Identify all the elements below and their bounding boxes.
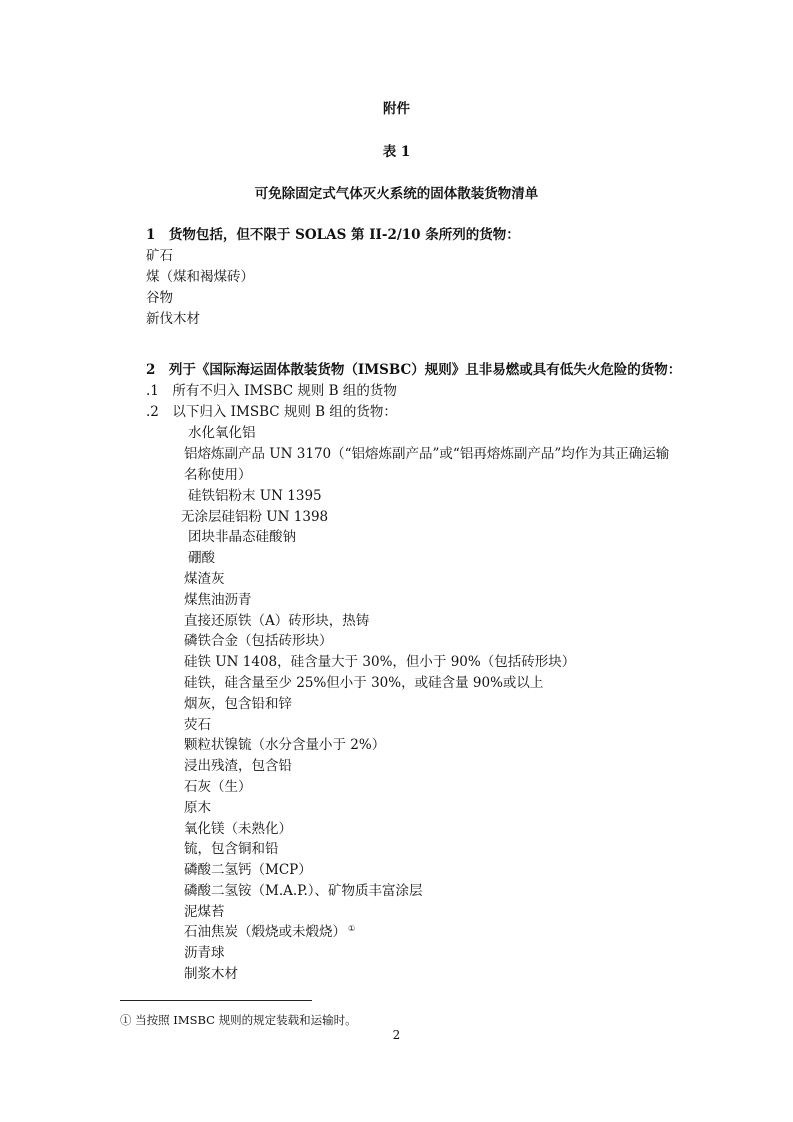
section-1-item: 新伐木材 [146,311,200,327]
section-2-sub-2: .2 以下归入 IMSBC 规则 B 组的货物： [146,404,397,420]
section-1-heading: 1 货物包括，但不限于 SOLAS 第 II-2/10 条所列的货物： [146,227,520,243]
footnote-text: ① 当按照 IMSBC 规则的规定装载和运输时。 [120,1013,357,1027]
cargo-item: 磷酸二氢钙（MCP） [184,862,312,878]
attachment-label: 附件 [383,101,410,117]
cargo-item: 锍，包含铜和铅 [184,841,279,857]
cargo-item: 沥青球 [184,945,225,961]
cargo-item: 硼酸 [188,550,215,566]
section-2-sub-1: .1 所有不归入 IMSBC 规则 B 组的货物 [146,383,397,399]
cargo-item: 铝熔炼副产品 UN 3170（“铝熔炼副产品”或“铝再熔炼副产品”均作为其正确运输 [184,446,670,462]
section-1-item: 谷物 [146,290,173,306]
cargo-item: 硅铁铝粉末 UN 1395 [188,488,322,504]
section-2-heading: 2 列于《国际海运固体散装货物（IMSBC）规则》且非易燃或具有低失火危险的货物： [146,362,682,378]
cargo-item: 石灰（生） [184,779,252,795]
cargo-item: 硅铁，硅含量至少 25%但小于 30%，或硅含量 90%或以上 [184,675,544,691]
cargo-item: 直接还原铁（A）砖形块，热铸 [184,613,370,629]
footnote-marker: ① [348,923,356,933]
cargo-item: 制浆木材 [184,966,238,982]
table-label: 表 1 [382,144,411,160]
cargo-item-text: 石油焦炭（煅烧或未煅烧） [184,924,346,940]
cargo-item-continuation: 名称使用） [184,467,252,483]
section-1-item: 煤（煤和褐煤砖） [146,269,254,285]
footnote-divider [120,1000,312,1001]
cargo-item: 煤渣灰 [184,571,225,587]
cargo-item [184,920,355,940]
cargo-item: 无涂层硅铝粉 UN 1398 [181,509,329,525]
cargo-item: 泥煤苔 [184,904,225,920]
cargo-item: 荧石 [184,717,211,733]
page-number: 2 [392,1028,401,1042]
cargo-item: 浸出残渣，包含铅 [184,758,292,774]
cargo-item: 原木 [184,800,211,816]
cargo-item: 磷铁合金（包括砖形块） [184,633,333,649]
cargo-item: 氧化镁（未熟化） [184,821,292,837]
cargo-item: 硅铁 UN 1408，硅含量大于 30%，但小于 90%（包括砖形块） [184,654,576,670]
document-title: 可免除固定式气体灭火系统的固体散装货物清单 [254,186,539,202]
cargo-item: 烟灰，包含铅和锌 [184,696,292,712]
cargo-item: 煤焦油沥青 [184,592,252,608]
cargo-item: 颗粒状镍锍（水分含量小于 2%） [184,737,386,753]
section-1-item: 矿石 [146,248,173,264]
cargo-item: 水化氧化铝 [188,425,256,441]
cargo-item: 团块非晶态硅酸钠 [188,529,296,545]
cargo-item: 磷酸二氢铵（M.A.P.）、矿物质丰富涂层 [184,883,423,899]
